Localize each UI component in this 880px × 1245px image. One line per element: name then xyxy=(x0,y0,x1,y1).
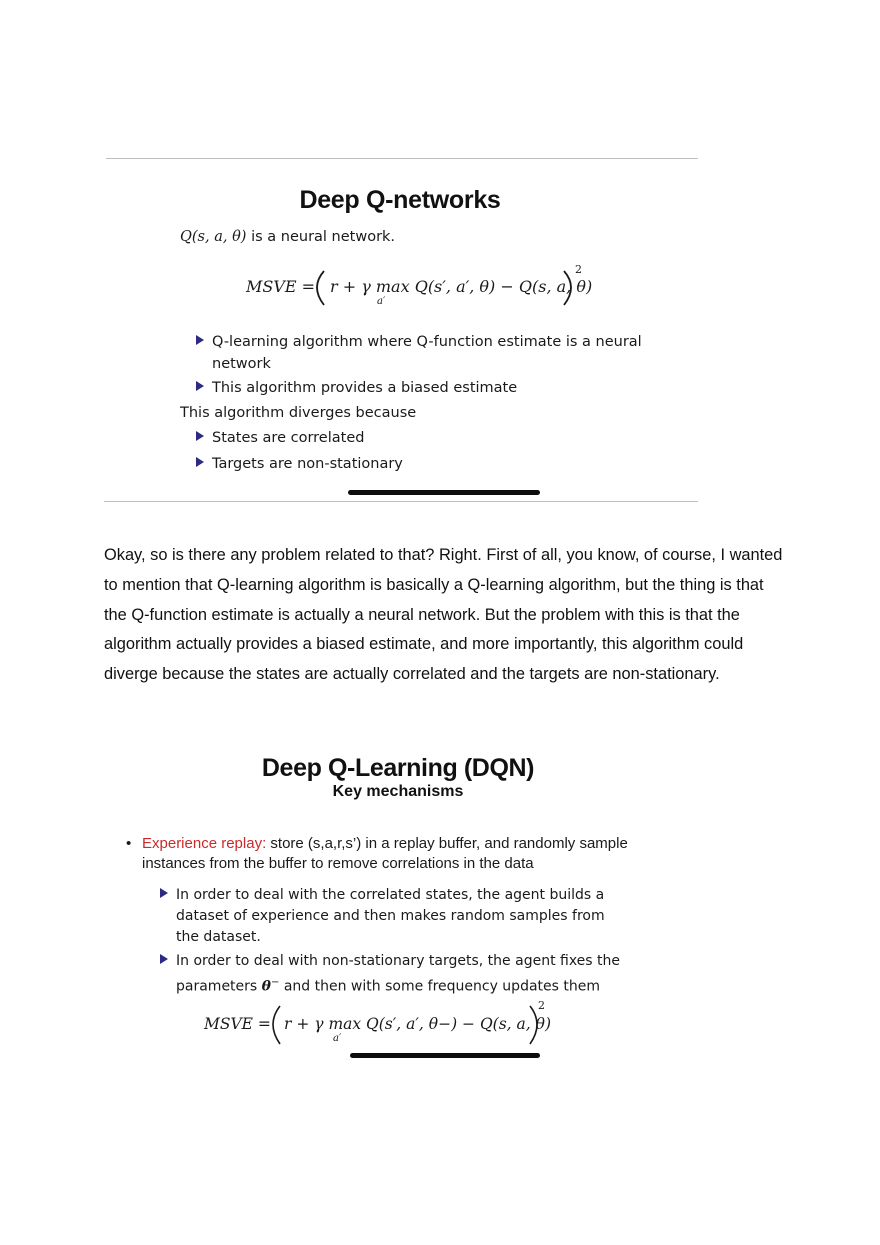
eq2-body: r + γ max Q(s′, a′, θ−) − Q(s, a, θ) xyxy=(284,1015,551,1033)
slide2-sub-bullet-1-line3: the dataset. xyxy=(176,929,261,945)
slide1-bottom-divider xyxy=(104,501,698,502)
arrow-bullet-icon xyxy=(160,888,168,898)
arrow-bullet-icon xyxy=(196,457,204,467)
experience-replay-text: store (s,a,r,s’) in a replay buffer, and randomly sample xyxy=(266,835,628,852)
slide1-highlight-bar xyxy=(348,490,540,495)
slide2-sub-bullet-1-line2: dataset of experience and then makes random samples from xyxy=(176,908,605,924)
eq1-left-paren xyxy=(317,271,324,305)
experience-replay-label: Experience replay: xyxy=(142,835,267,852)
eq2-max-sub: a′ xyxy=(333,1033,342,1044)
slide2-sub-bullet-1: In order to deal with the correlated states, the agent builds a xyxy=(160,885,604,906)
experience-replay-line xyxy=(142,834,628,855)
transcript-paragraph: Okay, so is there any problem related to that? Right. First of all, you know, of course, I wanted to mention that Q-learning algorithm is basically a Q-learning algorithm, but the thing is that the Q-function estimate is actually a neural network. But the problem with this is that the algorithm actually provides a biased estimate, and more importantly, this algorithm could diverge because the states are actually correlated and the targets are non-stationary. xyxy=(104,546,783,684)
slide2-sub-bullet-2: In order to deal with non-stationary targets, the agent fixes the xyxy=(160,951,620,972)
experience-replay-line-2: instances from the buffer to remove correlations in the data xyxy=(142,855,534,872)
arrow-bullet-icon xyxy=(196,381,204,391)
intro-math: Q(s, a, θ) xyxy=(180,229,247,245)
slide2-title: Deep Q-Learning (DQN) xyxy=(261,754,535,782)
theta-symbol: θ xyxy=(261,978,271,995)
slide1-diverge-bullet-1: States are correlated xyxy=(196,430,364,446)
eq2-exponent: 2 xyxy=(538,999,545,1012)
arrow-bullet-icon xyxy=(196,335,204,345)
eq1-max-sub: a′ xyxy=(377,296,386,307)
slide1-bullet-2: This algorithm provides a biased estimate xyxy=(196,380,517,396)
eq2-left-paren xyxy=(273,1006,280,1044)
slide2-bullet-dot: • xyxy=(126,835,132,852)
intro-text: is a neural network. xyxy=(246,229,396,245)
slide2-highlight-bar xyxy=(350,1053,540,1058)
slide1-diverge-heading: This algorithm diverges because xyxy=(180,405,417,421)
arrow-bullet-icon xyxy=(196,431,204,441)
slide1-intro xyxy=(180,229,395,245)
slide1-diverge-bullet-2: Targets are non-stationary xyxy=(196,456,403,472)
slide1-bullet-1-cont: network xyxy=(212,356,271,372)
eq1-body: r + γ max Q(s′, a′, θ) − Q(s, a, θ) xyxy=(330,277,593,296)
eq1-exponent: 2 xyxy=(575,263,582,276)
slide2-subtitle: Key mechanisms xyxy=(332,783,464,800)
eq2-lhs: MSVE = xyxy=(204,1015,271,1033)
equation2-svg xyxy=(204,1000,554,1048)
slide1-bullet-1: Q-learning algorithm where Q-function estimate is a neural xyxy=(196,334,642,350)
theta-minus: − xyxy=(271,977,280,988)
slide1-title: Deep Q-networks xyxy=(299,186,501,214)
slide2-sub-bullet-2-line2: parameters θ− and then with some frequency updates them xyxy=(176,977,600,995)
equation1-svg xyxy=(246,265,591,315)
arrow-bullet-icon xyxy=(160,954,168,964)
slide1-top-divider xyxy=(106,158,698,159)
eq1-lhs: MSVE = xyxy=(246,277,316,296)
